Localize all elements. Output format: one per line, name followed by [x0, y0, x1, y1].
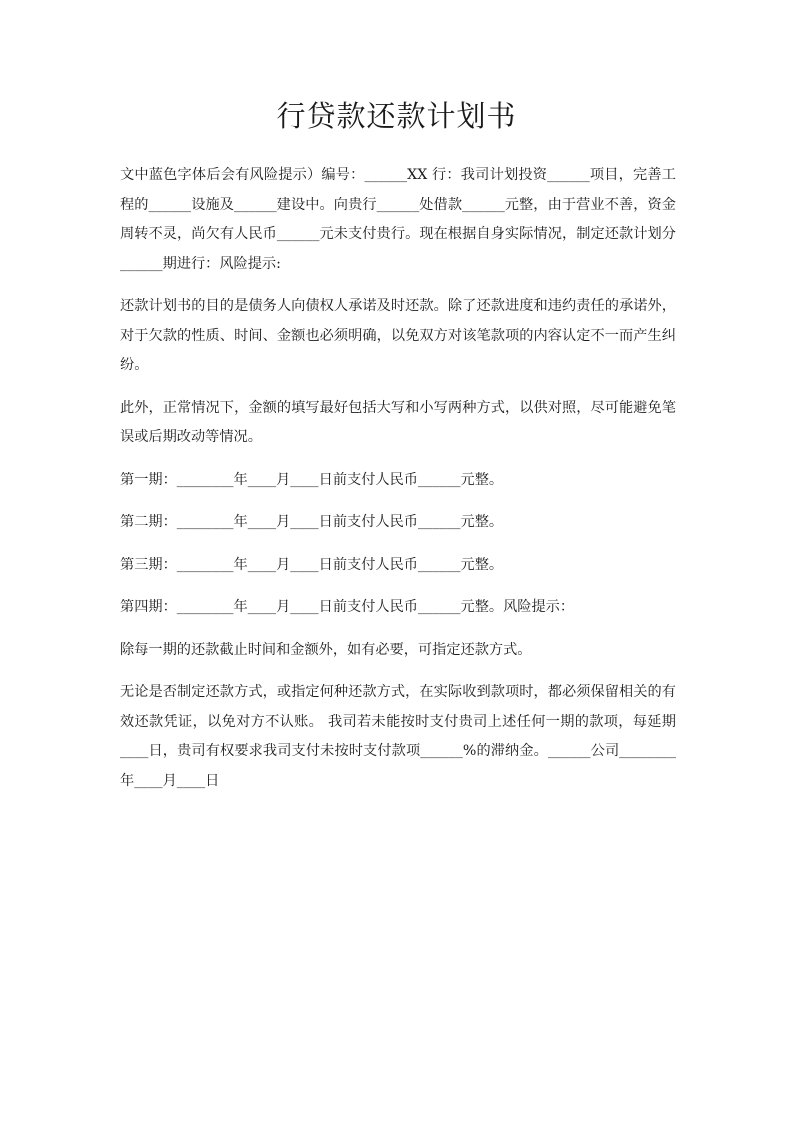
paragraph-purpose: 还款计划书的目的是债务人向债权人承诺及时还款。除了还款进度和违约责任的承诺外，对于欠款的性质、时间、金额也必须明确，以免双方对该笔款项的内容认定不一而产生纠纷。 — [120, 298, 676, 373]
paragraph-payment-method: 除每一期的还款截止时间和金额外，如有必要，可指定还款方式。 — [120, 641, 532, 658]
paragraph-late-fee: 无论是否制定还款方式，或指定何种还款方式，在实际收到款项时，都必须保留相关的有效还款凭证，以免对方不认账。 我司若未能按时支付贵司上述任何一期的款项，每延期____日，贵司有权要求我司支付未按时支付款项______%的滞纳金。______公司________年____月____日 — [120, 684, 676, 789]
installment-1: 第一期：________年____月____日前支付人民币______元整。 — [120, 471, 504, 488]
paragraph-intro: 文中蓝色字体后会有风险提示）编号：______XX 行：我司计划投资______项目，完善工程的______设施及______建设中。向贵行______处借款______元整，由于营业不善，资金周转不灵，尚欠有人民币______元未支付贵行。现在根据自身实际情况，制定还款计划分______期进行：风险提示: — [120, 167, 676, 272]
document-body — [120, 161, 676, 809]
document-title: 行贷款还款计划书 — [276, 99, 517, 133]
paragraph-amount-note: 此外，正常情况下，金额的填写最好包括大写和小写两种方式，以供对照，尽可能避免笔误或后期改动等情况。 — [120, 399, 676, 445]
installment-2: 第二期：________年____月____日前支付人民币______元整。 — [120, 514, 504, 530]
installment-3: 第三期：________年____月____日前支付人民币______元整。 — [120, 556, 504, 573]
installment-4: 第四期：________年____月____日前支付人民币______元整。风险提示： — [120, 599, 575, 615]
